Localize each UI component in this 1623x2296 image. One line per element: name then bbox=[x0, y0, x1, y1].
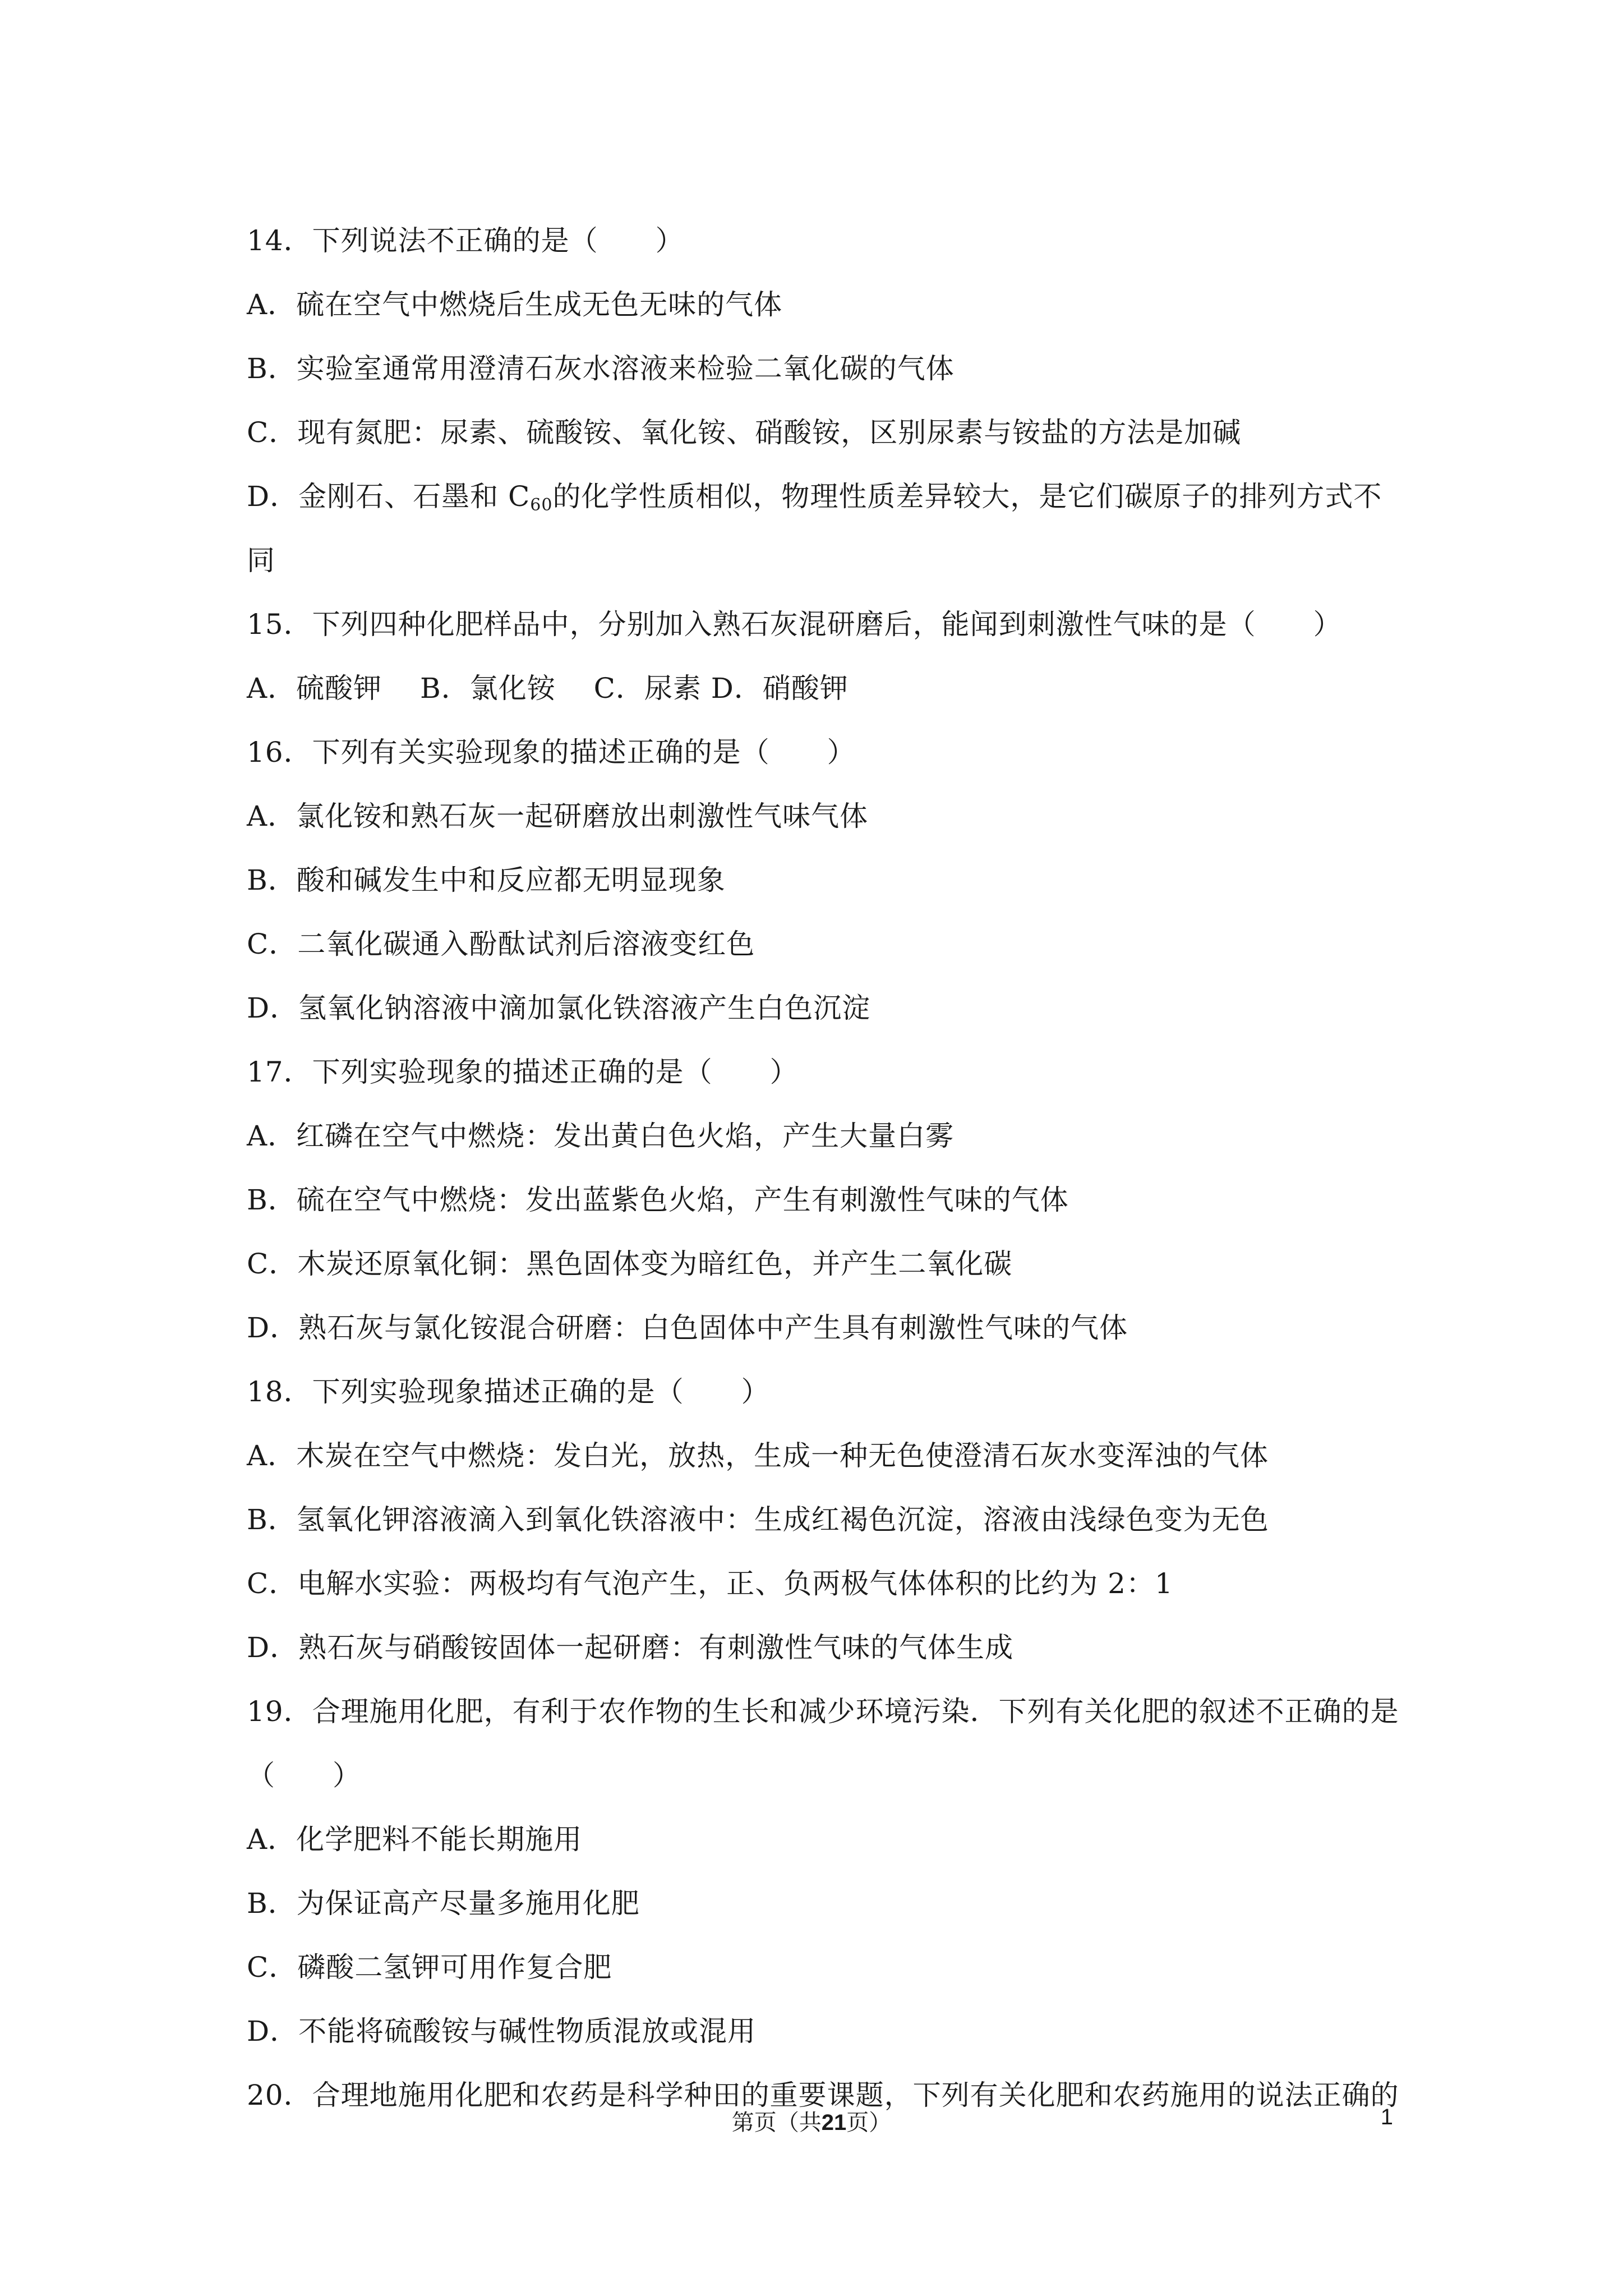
question-14-stem: 14．下列说法不正确的是（ ） bbox=[247, 224, 684, 257]
question-17-option-a: A．红磷在空气中燃烧：发出黄白色火焰，产生大量白雾 bbox=[247, 1120, 955, 1152]
question-18-option-c: C．电解水实验：两极均有气泡产生，正、负两极气体体积的比约为 2：1 bbox=[247, 1567, 1173, 1600]
question-18-stem: 18．下列实验现象描述正确的是（ ） bbox=[247, 1375, 770, 1408]
document-body bbox=[247, 209, 1408, 2127]
question-19-option-c: C．磷酸二氢钾可用作复合肥 bbox=[247, 1951, 612, 1984]
question-18-option-a: A．木炭在空气中燃烧：发白光，放热，生成一种无色使澄清石灰水变浑浊的气体 bbox=[247, 1439, 1269, 1472]
question-15-options: A．硫酸钾 B．氯化铵 C．尿素 D．硝酸钾 bbox=[247, 672, 849, 705]
question-16-stem: 16．下列有关实验现象的描述正确的是（ ） bbox=[247, 736, 856, 769]
question-17-option-d: D．熟石灰与氯化铵混合研磨：白色固体中产生具有刺激性气味的气体 bbox=[247, 1312, 1128, 1344]
question-19-option-b: B．为保证高产尽量多施用化肥 bbox=[247, 1887, 640, 1920]
question-17-option-b: B．硫在空气中燃烧：发出蓝紫色火焰，产生有刺激性气味的气体 bbox=[247, 1184, 1069, 1216]
question-14-option-c: C．现有氮肥：尿素、硫酸铵、氧化铵、硝酸铵，区别尿素与铵盐的方法是加碱 bbox=[247, 416, 1242, 449]
option-d-subscript: 60 bbox=[530, 495, 553, 515]
option-d-prefix: D．金刚石、石墨和 C bbox=[247, 480, 531, 513]
question-17-stem: 17．下列实验现象的描述正确的是（ ） bbox=[247, 1056, 799, 1088]
option-d-suffix: 的化学性质相似，物理性质差异较大，是它们碳原子的排列方式不 bbox=[552, 480, 1382, 513]
question-18-option-b: B．氢氧化钾溶液滴入到氧化铁溶液中：生成红褐色沉淀，溶液由浅绿色变为无色 bbox=[247, 1503, 1269, 1536]
question-16-option-d: D．氢氧化钠溶液中滴加氯化铁溶液产生白色沉淀 bbox=[247, 992, 871, 1024]
question-16-option-c: C．二氧化碳通入酚酞试剂后溶液变红色 bbox=[247, 928, 755, 960]
footer-total-pages: 21 bbox=[821, 2110, 847, 2135]
question-19-option-d: D．不能将硫酸铵与碱性物质混放或混用 bbox=[247, 2015, 757, 2047]
question-16-option-b: B．酸和碱发生中和反应都无明显现象 bbox=[247, 864, 726, 896]
footer-suffix: 页） bbox=[846, 2110, 892, 2135]
question-15-stem: 15．下列四种化肥样品中，分别加入熟石灰混研磨后，能闻到刺激性气味的是（ ） bbox=[247, 608, 1342, 641]
question-14-option-b: B．实验室通常用澄清石灰水溶液来检验二氧化碳的气体 bbox=[247, 352, 955, 385]
question-19-stem: 19．合理施用化肥，有利于农作物的生长和减少环境污染．下列有关化肥的叙述不正确的是 bbox=[247, 1695, 1399, 1728]
page-number: 1 bbox=[1380, 2105, 1393, 2129]
question-17-option-c: C．木炭还原氧化铜：黑色固体变为暗红色，并产生二氧化碳 bbox=[247, 1248, 1013, 1280]
question-14-option-a: A．硫在空气中燃烧后生成无色无味的气体 bbox=[247, 288, 783, 321]
question-14-option-d bbox=[247, 464, 1408, 528]
question-14-option-d-continued: 同 bbox=[247, 544, 275, 577]
question-18-option-d: D．熟石灰与硝酸铵固体一起研磨：有刺激性气味的气体生成 bbox=[247, 1631, 1014, 1664]
page-footer bbox=[0, 2105, 1623, 2138]
page-count-label bbox=[0, 2105, 1623, 2137]
question-19-option-a: A．化学肥料不能长期施用 bbox=[247, 1823, 583, 1856]
question-19-stem-continued: （ ） bbox=[247, 1759, 361, 1792]
question-20-stem: 20．合理地施用化肥和农药是科学种田的重要课题，下列有关化肥和农药施用的说法正确的 bbox=[247, 2079, 1399, 2111]
question-16-option-a: A．氯化铵和熟石灰一起研磨放出刺激性气味气体 bbox=[247, 800, 869, 832]
footer-prefix: 第页（共 bbox=[731, 2110, 822, 2135]
